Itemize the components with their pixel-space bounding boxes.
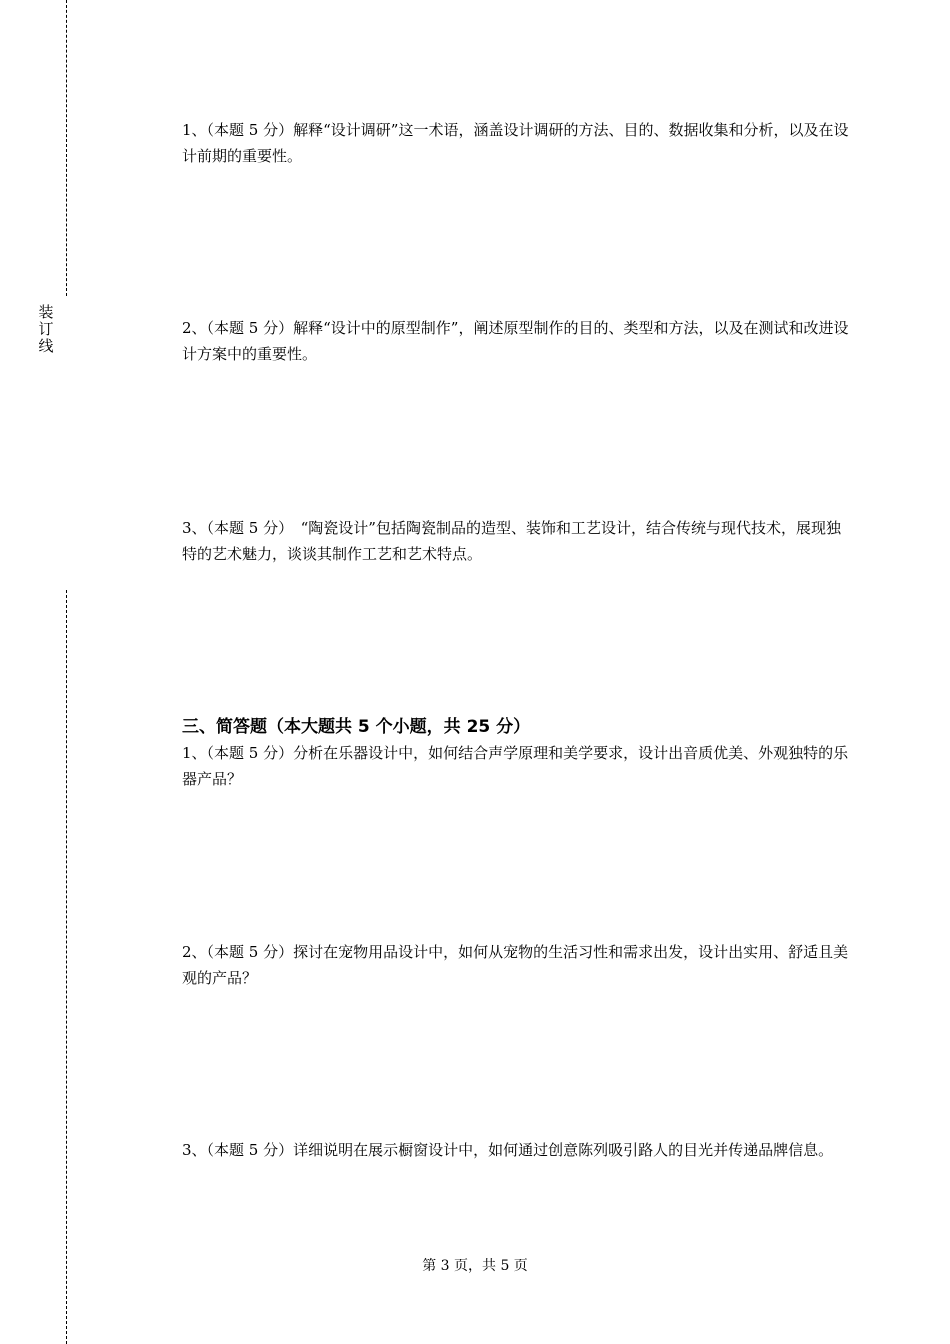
question-3-1: 1、（本题 5 分）分析在乐器设计中，如何结合声学原理和美学要求，设计出音质优美、外观独特的乐器产品？ xyxy=(182,744,849,788)
section-3-title: 三、简答题（本大题共 5 个小题，共 25 分） xyxy=(182,717,531,737)
question-2-1: 1、（本题 5 分）解释“设计调研”这一术语，涵盖设计调研的方法、目的、数据收集和分析，以及在设计前期的重要性。 xyxy=(182,121,849,165)
question-3-2: 2、（本题 5 分）探讨在宠物用品设计中，如何从宠物的生活习性和需求出发，设计出实用、舒适且美观的产品？ xyxy=(182,943,849,987)
question-3-3: 3、（本题 5 分）详细说明在展示橱窗设计中，如何通过创意陈列吸引路人的目光并传递品牌信息。 xyxy=(182,1141,834,1159)
binding-line-label: 装订线 xyxy=(38,303,54,355)
question-2-3: 3、（本题 5 分） “陶瓷设计”包括陶瓷制品的造型、装饰和工艺设计，结合传统与现代技术，展现独特的艺术魅力，谈谈其制作工艺和艺术特点。 xyxy=(182,519,841,563)
binding-dashed-line-bottom xyxy=(66,590,67,1344)
question-2-2: 2、（本题 5 分）解释“设计中的原型制作”，阐述原型制作的目的、类型和方法，以及在测试和改进设计方案中的重要性。 xyxy=(182,319,849,363)
page-number-footer: 第 3 页，共 5 页 xyxy=(422,1258,528,1274)
binding-dashed-line-top xyxy=(66,0,67,296)
